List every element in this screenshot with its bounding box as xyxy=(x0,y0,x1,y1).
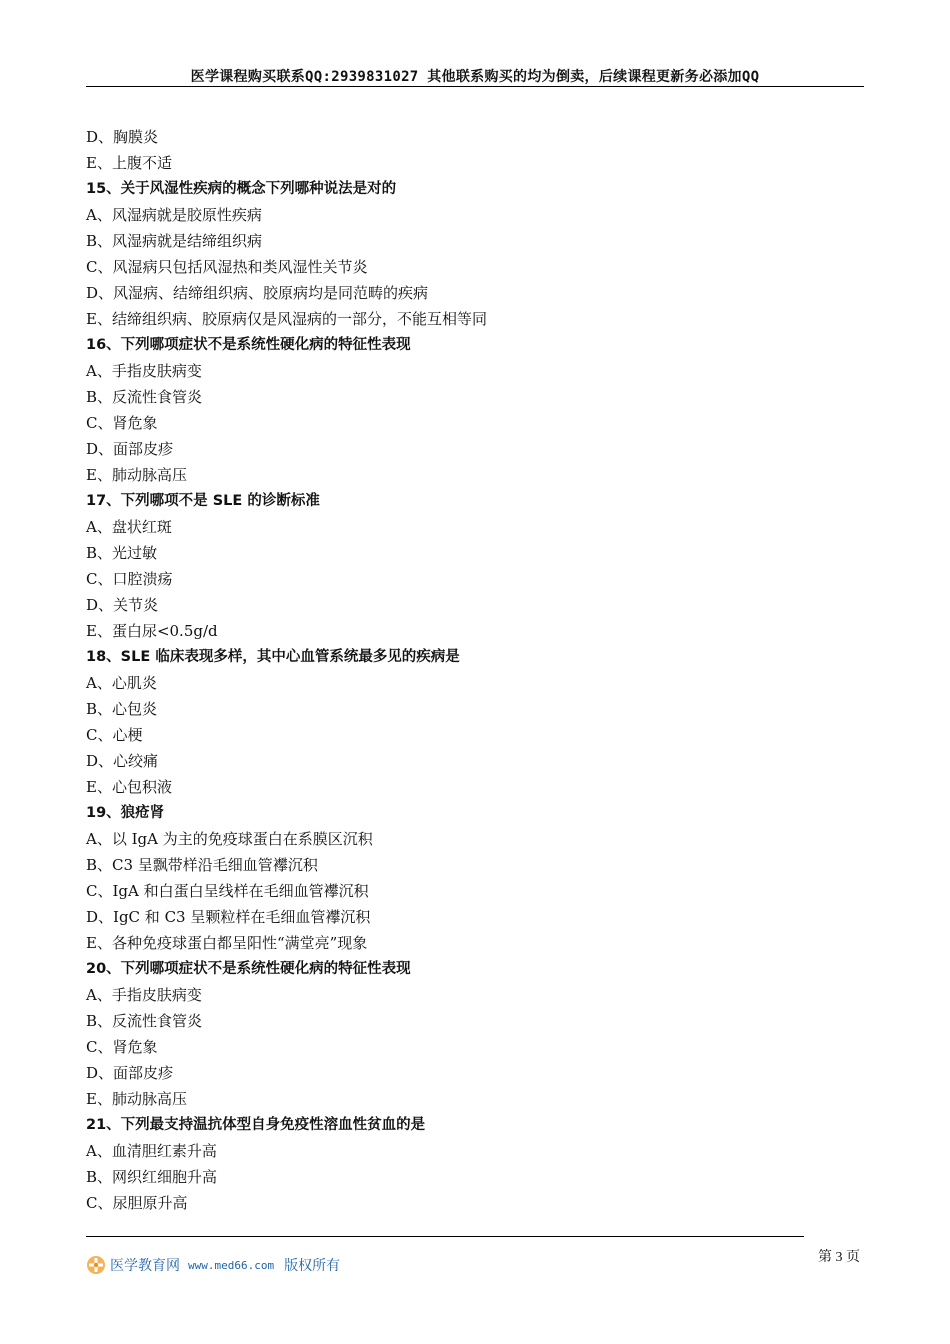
answer-option: C、IgA 和白蛋白呈线样在毛细血管襻沉积 xyxy=(86,882,369,900)
answer-option: D、关节炎 xyxy=(86,596,159,614)
answer-option: D、面部皮疹 xyxy=(86,440,174,458)
answer-option: C、尿胆原升高 xyxy=(86,1194,188,1212)
answer-option: E、各种免疫球蛋白都呈阳性“满堂亮”现象 xyxy=(86,934,368,952)
question-list xyxy=(86,124,846,1216)
answer-option: E、肺动脉高压 xyxy=(86,1090,187,1108)
answer-option: B、光过敏 xyxy=(86,544,158,562)
answer-option: E、肺动脉高压 xyxy=(86,466,187,484)
answer-option: D、心绞痛 xyxy=(86,752,159,770)
footer-copyright: 版权所有 xyxy=(284,1258,341,1274)
med66-logo-icon xyxy=(86,1255,106,1275)
answer-option: B、反流性食管炎 xyxy=(86,1012,203,1030)
answer-option: B、C3 呈飘带样沿毛细血管襻沉积 xyxy=(86,856,318,874)
answer-option: A、盘状红斑 xyxy=(86,518,172,536)
footer-url-link[interactable]: www.med66.com xyxy=(188,1258,275,1272)
page-number: 第 3 页 xyxy=(818,1250,860,1265)
footer-brand-name: 医学教育网 xyxy=(110,1258,180,1274)
answer-option: D、面部皮疹 xyxy=(86,1064,174,1082)
question-stem: 21、下列最支持温抗体型自身免疫性溶血性贫血的是 xyxy=(86,1117,426,1133)
answer-option: A、心肌炎 xyxy=(86,674,157,692)
question-stem: 20、下列哪项症状不是系统性硬化病的特征性表现 xyxy=(86,961,411,977)
answer-option: B、网织红细胞升高 xyxy=(86,1168,218,1186)
footer-brand xyxy=(86,1254,340,1276)
answer-option: A、血清胆红素升高 xyxy=(86,1142,217,1160)
answer-option: E、心包积液 xyxy=(86,778,172,796)
answer-option: C、心梗 xyxy=(86,726,143,744)
answer-option: E、蛋白尿<0.5g/d xyxy=(86,622,218,640)
answer-option: D、IgC 和 C3 呈颗粒样在毛细血管襻沉积 xyxy=(86,908,371,926)
answer-option: C、风湿病只包括风湿热和类风湿性关节炎 xyxy=(86,258,368,276)
question-stem: 18、SLE 临床表现多样，其中心血管系统最多见的疾病是 xyxy=(86,649,460,665)
header-divider xyxy=(86,86,864,87)
answer-option: E、结缔组织病、胶原病仅是风湿病的一部分，不能互相等同 xyxy=(86,310,487,328)
answer-option: D、风湿病、结缔组织病、胶原病均是同范畴的疾病 xyxy=(86,284,429,302)
page-header: 医学课程购买联系QQ:2939831027 其他联系购买的均为倒卖，后续课程更新务必添加QQ xyxy=(190,69,760,85)
answer-option: B、风湿病就是结缔组织病 xyxy=(86,232,263,250)
footer-divider xyxy=(86,1236,804,1237)
answer-option: B、反流性食管炎 xyxy=(86,388,203,406)
answer-option: A、风湿病就是胶原性疾病 xyxy=(86,206,262,224)
question-stem: 19、狼疮肾 xyxy=(86,805,165,821)
question-stem: 16、下列哪项症状不是系统性硬化病的特征性表现 xyxy=(86,337,411,353)
answer-option: C、口腔溃疡 xyxy=(86,570,173,588)
answer-option: C、肾危象 xyxy=(86,414,158,432)
question-stem: 17、下列哪项不是 SLE 的诊断标准 xyxy=(86,493,320,509)
answer-option: A、手指皮肤病变 xyxy=(86,986,202,1004)
answer-option: A、以 IgA 为主的免疫球蛋白在系膜区沉积 xyxy=(86,830,373,848)
answer-option: C、肾危象 xyxy=(86,1038,158,1056)
answer-option: A、手指皮肤病变 xyxy=(86,362,202,380)
answer-option: D、胸膜炎 xyxy=(86,128,159,146)
question-stem: 15、关于风湿性疾病的概念下列哪种说法是对的 xyxy=(86,181,397,197)
answer-option: B、心包炎 xyxy=(86,700,158,718)
answer-option: E、上腹不适 xyxy=(86,154,172,172)
